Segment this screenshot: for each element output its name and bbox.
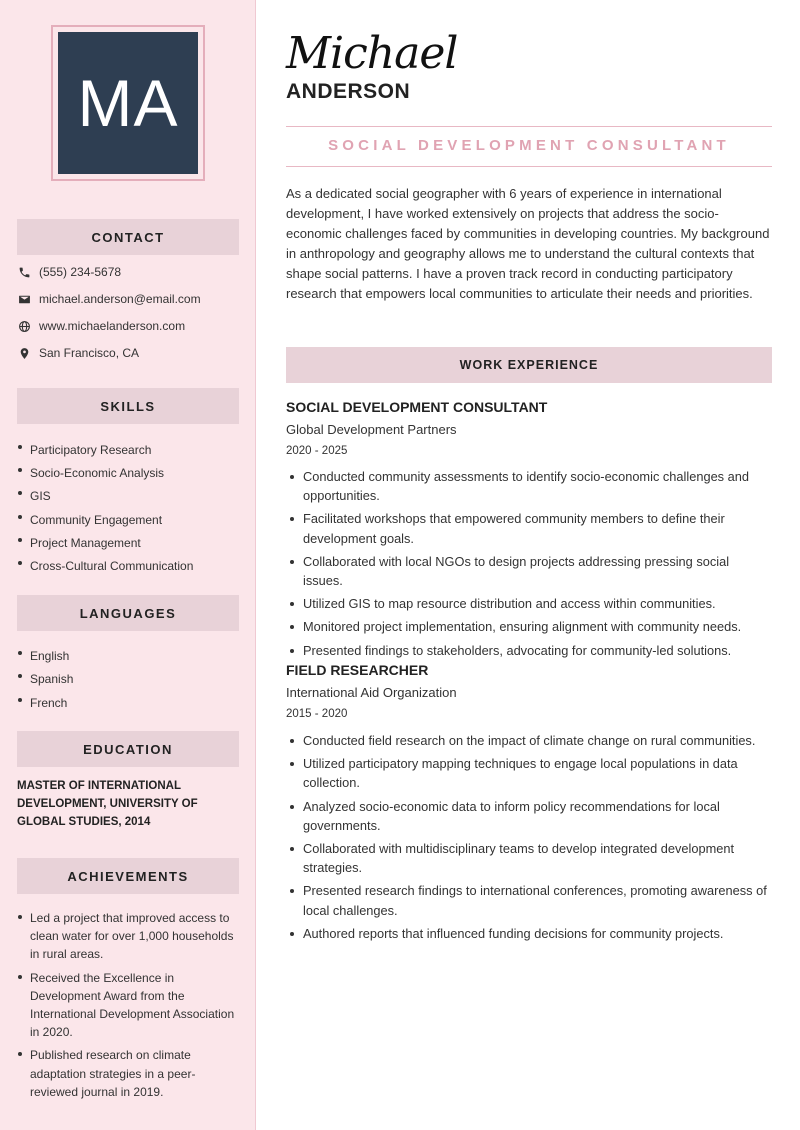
title-divider-top xyxy=(286,126,772,127)
skill-item: Cross-Cultural Communication xyxy=(17,555,242,578)
contact-phone-text: (555) 234-5678 xyxy=(39,265,122,279)
last-name: ANDERSON xyxy=(286,80,411,103)
profile-summary: As a dedicated social geographer with 6 years of experience in international development, I have worked extensively on projects that address the socio-economic challenges faced by communities in developing countries. My background in anthropology and geography allows me to understand the cultural contexts that shape social patterns. I have a proven track record in conducting participatory research that empowers local communities to articulate their needs and priorities. xyxy=(286,186,770,302)
job-bullet: Authored reports that influenced funding decisions for community projects. xyxy=(286,924,772,943)
job-dates: 2015 - 2020 xyxy=(286,708,348,720)
skills-heading: SKILLS xyxy=(17,388,239,424)
title-divider-bottom xyxy=(286,166,772,167)
job-bullet: Collaborated with multidisciplinary teams to develop integrated development strategies. xyxy=(286,839,772,877)
sidebar xyxy=(0,0,256,1130)
skill-item: Socio-Economic Analysis xyxy=(17,462,242,485)
education-degree: MASTER OF INTERNATIONAL DEVELOPMENT, UNIVERSITY OF GLOBAL STUDIES, 2014 xyxy=(17,780,198,828)
contact-location xyxy=(17,346,139,360)
achievement-item: Led a project that improved access to clean water for over 1,000 households in rural areas. xyxy=(17,909,241,964)
achievement-item: Published research on climate adaptation strategies in a peer-reviewed journal in 2019. xyxy=(17,1046,241,1101)
job-bullets xyxy=(286,731,772,943)
contact-email-text: michael.anderson@email.com xyxy=(39,292,201,306)
job-bullet: Conducted community assessments to identify socio-economic challenges and opportunities. xyxy=(286,467,772,505)
first-name: Michael xyxy=(286,28,458,79)
location-pin-icon xyxy=(17,346,31,360)
job-bullets xyxy=(286,467,772,660)
job-dates: 2020 - 2025 xyxy=(286,445,348,457)
languages-list xyxy=(17,645,242,715)
phone-icon xyxy=(17,265,31,279)
job-bullet: Utilized participatory mapping techniques to engage local populations in data collection. xyxy=(286,754,772,792)
achievements-heading: ACHIEVEMENTS xyxy=(17,858,239,894)
contact-website-text: www.michaelanderson.com xyxy=(39,319,186,333)
language-item: French xyxy=(17,692,242,715)
job-bullet: Conducted field research on the impact of climate change on rural communities. xyxy=(286,731,772,750)
languages-heading: LANGUAGES xyxy=(17,595,239,631)
contact-location-text: San Francisco, CA xyxy=(39,346,140,360)
professional-title: SOCIAL DEVELOPMENT CONSULTANT xyxy=(328,137,730,154)
contact-phone[interactable] xyxy=(17,265,121,279)
globe-icon xyxy=(17,319,31,333)
contact-email[interactable] xyxy=(17,292,201,306)
contact-website[interactable] xyxy=(17,319,185,333)
job-bullet: Collaborated with local NGOs to design projects addressing pressing social issues. xyxy=(286,552,772,590)
job-company: Global Development Partners xyxy=(286,422,457,437)
job-role: FIELD RESEARCHER xyxy=(286,662,429,678)
job-bullet: Presented findings to stakeholders, advocating for community-led solutions. xyxy=(286,641,772,660)
monogram: MA xyxy=(58,32,198,174)
job-bullet: Facilitated workshops that empowered community members to define their development goals. xyxy=(286,509,772,547)
job-bullet: Analyzed socio-economic data to inform policy recommendations for local governments. xyxy=(286,797,772,835)
email-icon xyxy=(17,292,31,306)
achievements-list xyxy=(17,909,241,1101)
skill-item: Participatory Research xyxy=(17,439,242,462)
skill-item: Community Engagement xyxy=(17,509,242,532)
skill-item: GIS xyxy=(17,485,242,508)
education-heading: EDUCATION xyxy=(17,731,239,767)
work-experience-heading: WORK EXPERIENCE xyxy=(286,347,772,383)
job-bullet: Monitored project implementation, ensuring alignment with community needs. xyxy=(286,617,772,636)
job-company: International Aid Organization xyxy=(286,685,457,700)
language-item: Spanish xyxy=(17,668,242,691)
language-item: English xyxy=(17,645,242,668)
job-role: SOCIAL DEVELOPMENT CONSULTANT xyxy=(286,399,548,415)
monogram-frame xyxy=(51,25,205,181)
contact-heading: CONTACT xyxy=(17,219,239,255)
job-bullet: Presented research findings to international conferences, promoting awareness of local challenges. xyxy=(286,881,772,919)
job-bullet: Utilized GIS to map resource distribution and access within communities. xyxy=(286,594,772,613)
skills-list xyxy=(17,439,242,578)
skill-item: Project Management xyxy=(17,532,242,555)
achievement-item: Received the Excellence in Development Award from the International Development Association in 2020. xyxy=(17,969,241,1042)
